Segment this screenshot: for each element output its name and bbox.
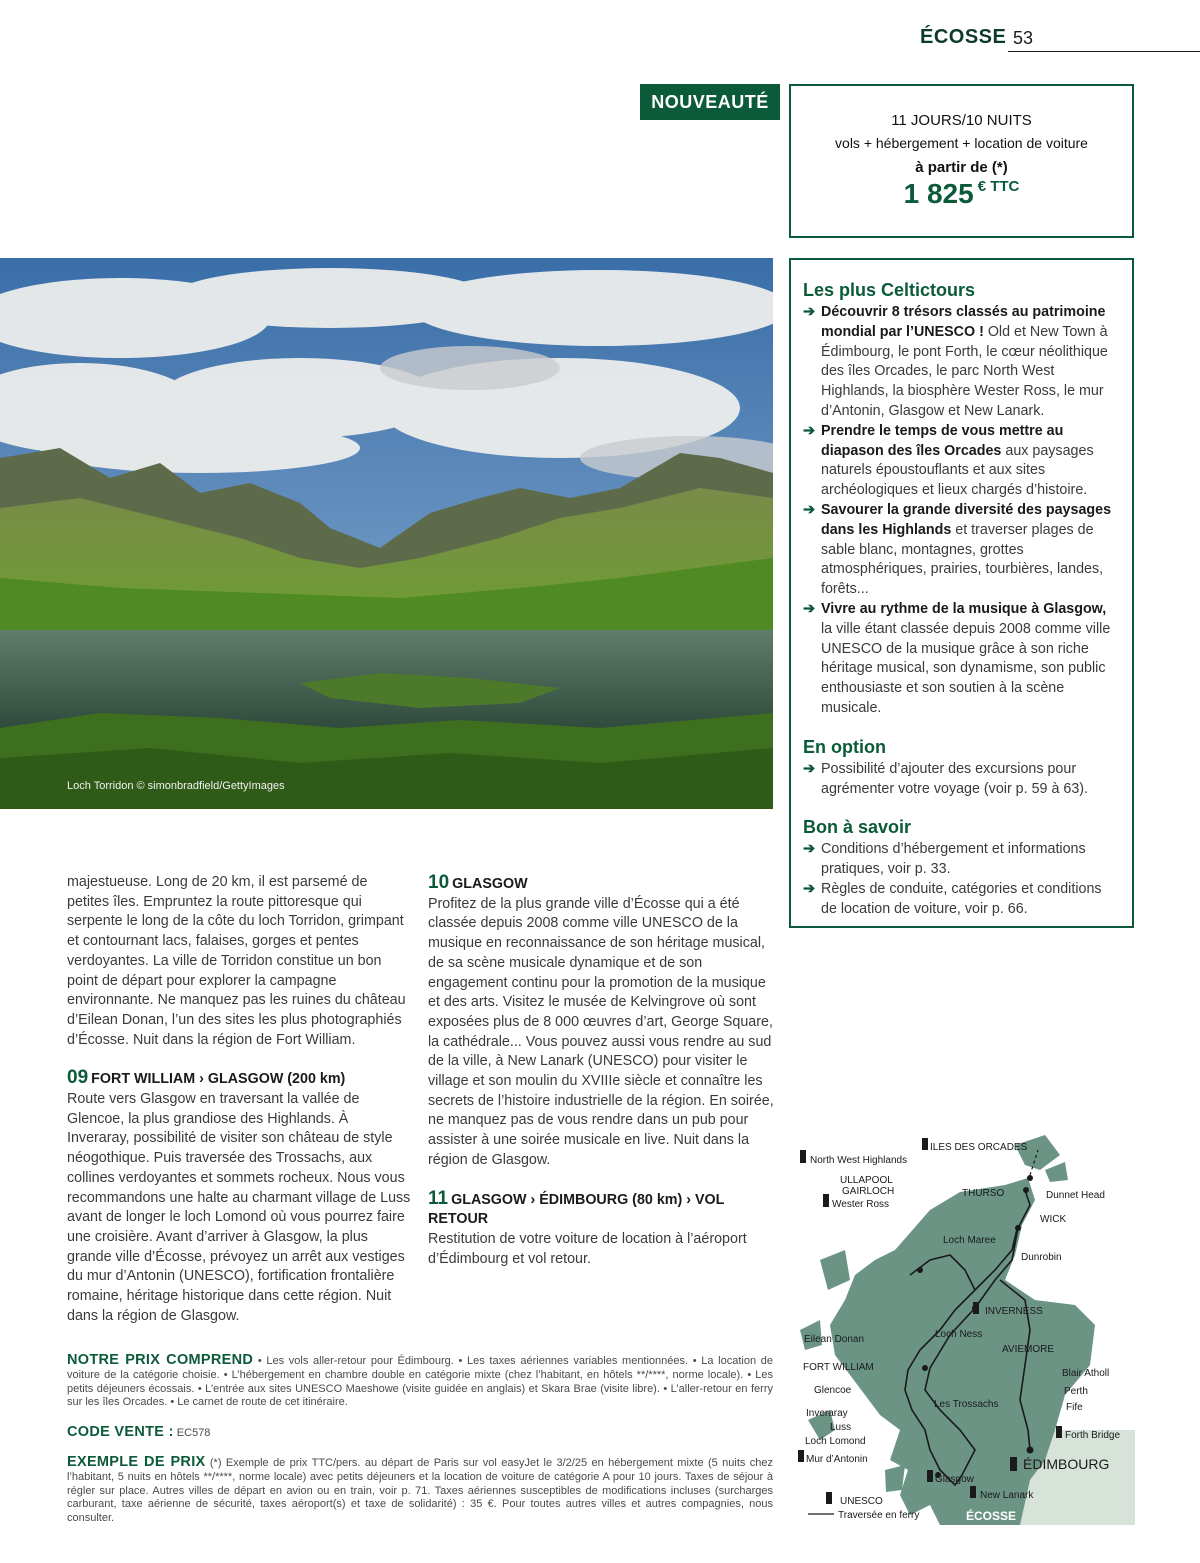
day-number: 09 bbox=[67, 1067, 89, 1089]
price-unit: € TTC bbox=[977, 178, 1020, 195]
page-number: 53 bbox=[1013, 28, 1034, 48]
arrow-right-icon: ➔ bbox=[803, 841, 815, 858]
map-label-loch-maree: Loch Maree bbox=[943, 1235, 996, 1246]
from-label: à partir de (*) bbox=[915, 159, 1008, 176]
option-list bbox=[803, 760, 1120, 800]
highlight-text: aux paysages naturels époustouflants et aux sites archéologiques et lieux chargés d’histoire. bbox=[821, 442, 1094, 499]
highlight-item bbox=[803, 303, 1120, 422]
arrow-right-icon: ➔ bbox=[803, 422, 815, 439]
highlight-bold: Prendre le temps de vous mettre au diapason des îles Orcades bbox=[821, 422, 1064, 459]
price-amount: 1 825 bbox=[903, 178, 974, 209]
map-label-ullapool: ULLAPOOL bbox=[840, 1175, 893, 1186]
option-item bbox=[803, 760, 1120, 800]
map-label-glasgow: Glasgow bbox=[935, 1474, 974, 1485]
price-box bbox=[789, 84, 1134, 238]
itinerary-column-2 bbox=[428, 873, 774, 1269]
map-label-country: ÉCOSSE bbox=[966, 1509, 1017, 1523]
highlight-bold: Découvrir 8 trésors classés au patrimoine mondial par l’UNESCO ! bbox=[821, 304, 1106, 340]
day-title: GLASGOW bbox=[452, 876, 528, 892]
map-label-dunrobin: Dunrobin bbox=[1021, 1252, 1062, 1263]
map-label-inverness: INVERNESS bbox=[985, 1306, 1043, 1317]
scotland-route-map bbox=[790, 1130, 1135, 1530]
day-title: FORT WILLIAM › GLASGOW (200 km) bbox=[91, 1071, 346, 1088]
price-example-text: (*) Exemple de prix TTC/pers. au départ de Paris sur vol easyJet le 3/2/25 en hébergement mixte (5 nuits chez l’habitant, 5 nuits en hôtels **/****, norme locale) avec petits déjeuners et la location de voiture de catégorie A pour 10 jours. Taxes de séjour à régler sur place. Autres villes de départ en avion ou en train, voir p. 71. Taxes aériennes susceptibles de modifications incluses (surcharges carburant, taxe aérienne de sécurité, taxes aéroport(s) et taxe de solidarité) : 35 €. Pour toutes autres villes et autres compagnies, nous consulter. bbox=[67, 1457, 773, 1525]
map-label-perth: Perth bbox=[1064, 1386, 1088, 1397]
sales-code-label: CODE VENTE : bbox=[67, 1424, 174, 1440]
option-title: En option bbox=[803, 736, 886, 757]
highlight-item bbox=[803, 422, 1120, 501]
day-09-heading bbox=[67, 1068, 413, 1090]
day-08-continued: majestueuse. Long de 20 km, il est parsemé de petites îles. Empruntez la route pittoresque qui serpente le long de la côte du loch Torridon, grimpant et contournant lacs, falaises, gorges et pentes verdoyantes. La ville de Torridon constitue un bon point de départ pour explorer la campagne environnante. Ne manquez pas les ruines du château d’Eilean Donan, l’un des sites les plus photographiés d’Écosse. Nuit dans la région de Fort William. bbox=[67, 874, 406, 1048]
day-09-text: Route vers Glasgow en traversant la vallée de Glencoe, la plus grandiose des Highlands. À Inveraray, possibilité de visiter son château de style néogothique. Puis traversée des Trossachs, aux collines verdoyantes et sommets rocheux. Nous vous recommandons une halte au charmant village de Luss avant de longer le loch Lomond où vous pourrez faire une croisière. Avant d’arriver à Glasgow, la plus grande ville d’Écosse, prévoyez un arrêt aux vestiges du mur d’Antonin (UNESCO), fortification frontalière romaine, héritage historique dans cette région. Nuit dans la région de Glasgow. bbox=[67, 1091, 411, 1324]
map-label-unesco: UNESCO bbox=[840, 1496, 883, 1507]
section-title: ÉCOSSE bbox=[920, 26, 1007, 48]
highlights-title: Les plus Celtictours bbox=[803, 280, 976, 300]
day-number: 11 bbox=[428, 1187, 449, 1209]
map-label-wester-ross: Wester Ross bbox=[832, 1199, 890, 1210]
map-label-antonin: Mur d’Antonin bbox=[806, 1454, 868, 1465]
map-label-fort-william: FORT WILLIAM bbox=[803, 1362, 874, 1373]
map-label-trossachs: Les Trossachs bbox=[934, 1399, 999, 1410]
map-label-gairloch: GAIRLOCH bbox=[842, 1186, 895, 1197]
know-list bbox=[803, 840, 1120, 919]
map-label-loch-lomond: Loch Lomond bbox=[805, 1436, 866, 1447]
know-title: Bon à savoir bbox=[803, 817, 912, 838]
map-label-blair-atholl: Blair Atholl bbox=[1062, 1368, 1110, 1379]
price-row bbox=[791, 178, 1132, 210]
map-label-orkney: ILES DES ORCADES bbox=[930, 1142, 1028, 1153]
price-includes-label: NOTRE PRIX COMPREND bbox=[67, 1352, 254, 1368]
price-example-label: EXEMPLE DE PRIX bbox=[67, 1454, 206, 1470]
map-label-eilean-donan: Eilean Donan bbox=[804, 1334, 865, 1345]
map-label-fife: Fife bbox=[1066, 1402, 1083, 1413]
page-header bbox=[900, 26, 1200, 52]
map-label-inveraray: Inveraray bbox=[806, 1408, 848, 1419]
highlight-item bbox=[803, 501, 1120, 600]
trip-duration: 11 JOURS/10 NUITS bbox=[891, 112, 1032, 129]
day-10-heading bbox=[428, 873, 774, 895]
know-text: Règles de conduite, catégories et conditions de location de voiture, voir p. 66. bbox=[821, 880, 1102, 917]
new-badge: NOUVEAUTÉ bbox=[640, 84, 780, 120]
day-11-text: Restitution de votre voiture de location à l’aéroport d’Édimbourg et vol retour. bbox=[428, 1230, 747, 1267]
know-text: Conditions d’hébergement et informations pratiques, voir p. 33. bbox=[821, 841, 1086, 878]
day-10-text: Profitez de la plus grande ville d’Écosse qui a été classée depuis 2008 comme ville UNESCO de la musique en reconnaissance de son héritage musical, de sa scène musicale dynamique et de son engagement continu pour la promotion de la musique et des arts. Visitez le musée de Kelvingrove où sont exposées plus de 8 000 œuvres d’art, George Square, la cathédrale... Vous pouvez aussi vous rendre au sud de la ville, à New Lanark (UNESCO) pour visiter le village et son moulin du XVIIIe siècle et connaître les secrets de l’histoire industrielle de la région. En soirée, ne manquez pas de vous rendre dans un pub pour assister à une soirée musicale en live. Nuit dans la région de Glasgow. bbox=[428, 895, 774, 1168]
highlight-text: Old et New Town à Édimbourg, le pont Forth, le cœur néolithique des îles Orcades, le parc North West Highlands, la biosphère Wester Ross, le mur d’Antonin, Glasgow et New Lanark. bbox=[821, 323, 1108, 419]
route-map-svg bbox=[790, 1130, 1135, 1530]
know-item bbox=[803, 880, 1120, 920]
trip-includes: vols + hébergement + location de voiture bbox=[835, 135, 1088, 151]
sales-code-value: EC578 bbox=[173, 1427, 211, 1439]
price-example bbox=[67, 1456, 773, 1526]
map-label-luss: Luss bbox=[830, 1422, 852, 1433]
map-label-thurso: THURSO bbox=[962, 1188, 1005, 1199]
know-item bbox=[803, 840, 1120, 880]
map-label-edinburgh: ÉDIMBOURG bbox=[1023, 1456, 1110, 1472]
option-text: Possibilité d’ajouter des excursions pour agrémenter votre voyage (voir p. 59 à 63). bbox=[821, 760, 1089, 797]
price-includes-text: • Les vols aller-retour pour Édimbourg. • Les taxes aériennes variables mentionnées. • La location de voiture de la catégorie choisie. • L’hébergement en chambre double en catégorie mixte (chez l’habitant, en hôtels **/****, norme locale). • Les petits déjeuners écossais. • L’entrée aux sites UNESCO Maeshowe (visite guidée en anglais) et Skara Brae (visite libre). • L’aller-retour en ferry sur les îles Orcades. • Le carnet de route de cet itinéraire. bbox=[67, 1355, 773, 1409]
day-number: 10 bbox=[428, 872, 450, 893]
loch-torridon-illustration bbox=[0, 258, 773, 809]
map-label-forth-bridge: Forth Bridge bbox=[1065, 1430, 1121, 1441]
day-title: GLASGOW › ÉDIMBOURG (80 km) › VOL RETOUR bbox=[428, 1191, 725, 1228]
map-label-aviemore: AVIEMORE bbox=[1002, 1344, 1055, 1355]
map-label-wick: WICK bbox=[1040, 1214, 1067, 1225]
highlight-text: la ville étant classée depuis 2008 comme ville UNESCO de la musique grâce à son riche héritage musical, son dynamisme, son public enthousiaste et son soutien à la scène musicale. bbox=[821, 620, 1111, 716]
highlights-box bbox=[789, 258, 1134, 928]
price-includes bbox=[67, 1354, 773, 1410]
itinerary-column-1 bbox=[67, 873, 413, 1326]
map-label-ferry: Traversée en ferry bbox=[838, 1510, 920, 1521]
highlight-bold: Vivre au rythme de la musique à Glasgow, bbox=[821, 600, 1107, 617]
map-label-new-lanark: New Lanark bbox=[980, 1490, 1034, 1501]
header-rule bbox=[1008, 51, 1200, 52]
arrow-right-icon: ➔ bbox=[803, 600, 815, 617]
arrow-right-icon: ➔ bbox=[803, 501, 815, 518]
landscape-photo bbox=[0, 258, 773, 809]
arrow-right-icon: ➔ bbox=[803, 760, 815, 777]
map-label-nw-highlands: North West Highlands bbox=[810, 1155, 908, 1166]
map-label-loch-ness: Loch Ness bbox=[935, 1329, 983, 1340]
map-label-glencoe: Glencoe bbox=[814, 1385, 852, 1396]
map-label-dunnet: Dunnet Head bbox=[1046, 1190, 1105, 1201]
day-11-heading bbox=[428, 1189, 774, 1230]
highlight-item bbox=[803, 600, 1120, 719]
sales-code bbox=[67, 1426, 773, 1441]
arrow-right-icon: ➔ bbox=[803, 880, 815, 897]
highlights-list bbox=[803, 303, 1120, 719]
highlight-bold: Savourer la grande diversité des paysages dans les Highlands bbox=[821, 501, 1112, 538]
highlight-text: et traverser plages de sable blanc, montagnes, grottes atmosphériques, prairies, tourbières, landes, forêts... bbox=[821, 521, 1104, 598]
photo-credit: Loch Torridon © simonbradfield/GettyImages bbox=[67, 780, 285, 792]
arrow-right-icon: ➔ bbox=[803, 304, 815, 320]
